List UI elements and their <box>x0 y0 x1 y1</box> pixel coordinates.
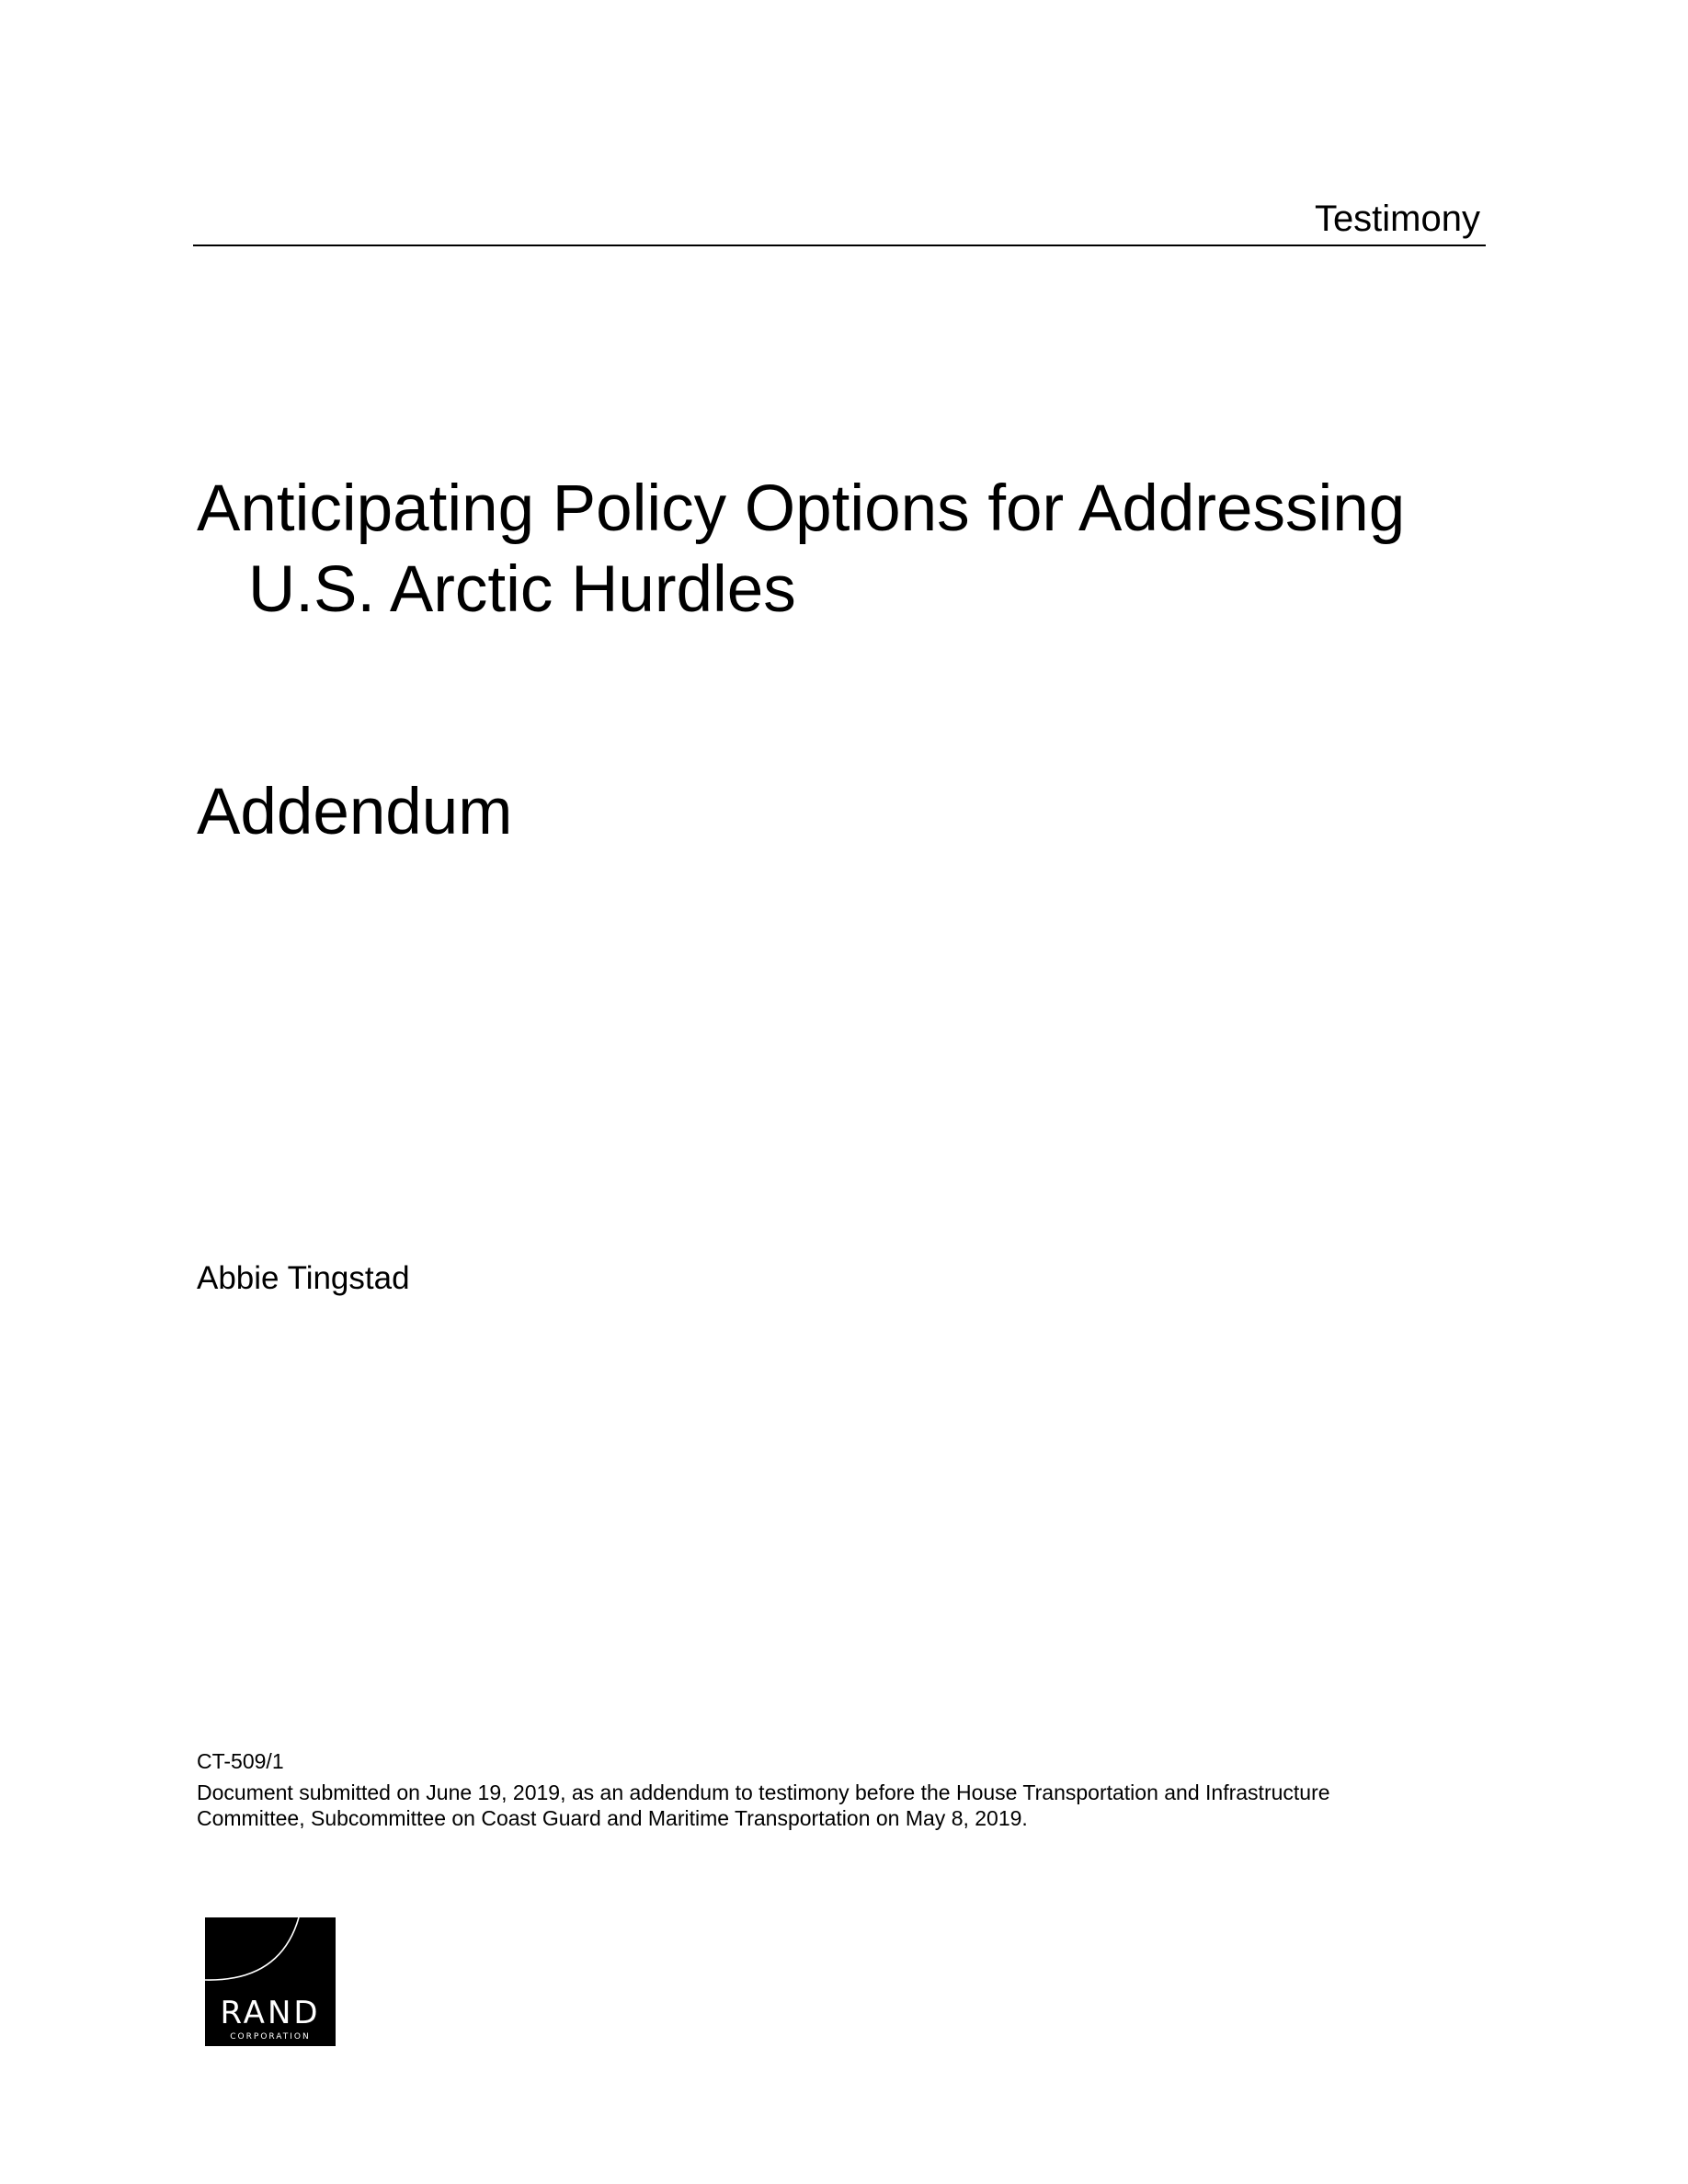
document-title <box>197 469 1502 631</box>
submission-note-line-1: Document submitted on June 19, 2019, as an addendum to testimony before the House Transportation and Infrastructure <box>197 1780 1330 1804</box>
logo-tagline: CORPORATION <box>230 2032 311 2042</box>
header-rule <box>193 245 1486 246</box>
logo-wordmark: RAND <box>220 1995 321 2031</box>
rand-corporation-logo <box>205 1917 336 2046</box>
publication-type-label: Testimony <box>1314 199 1480 239</box>
title-line-1: Anticipating Policy Options for Addressing <box>197 472 1406 545</box>
title-line-2: U.S. Arctic Hurdles <box>248 553 796 626</box>
document-subtitle: Addendum <box>197 776 513 848</box>
submission-note <box>197 1780 1484 1831</box>
document-number: CT-509/1 <box>197 1749 284 1773</box>
submission-note-line-2: Committee, Subcommittee on Coast Guard and Maritime Transportation on May 8, 2019. <box>197 1806 1028 1830</box>
author-name: Abbie Tingstad <box>197 1260 410 1296</box>
